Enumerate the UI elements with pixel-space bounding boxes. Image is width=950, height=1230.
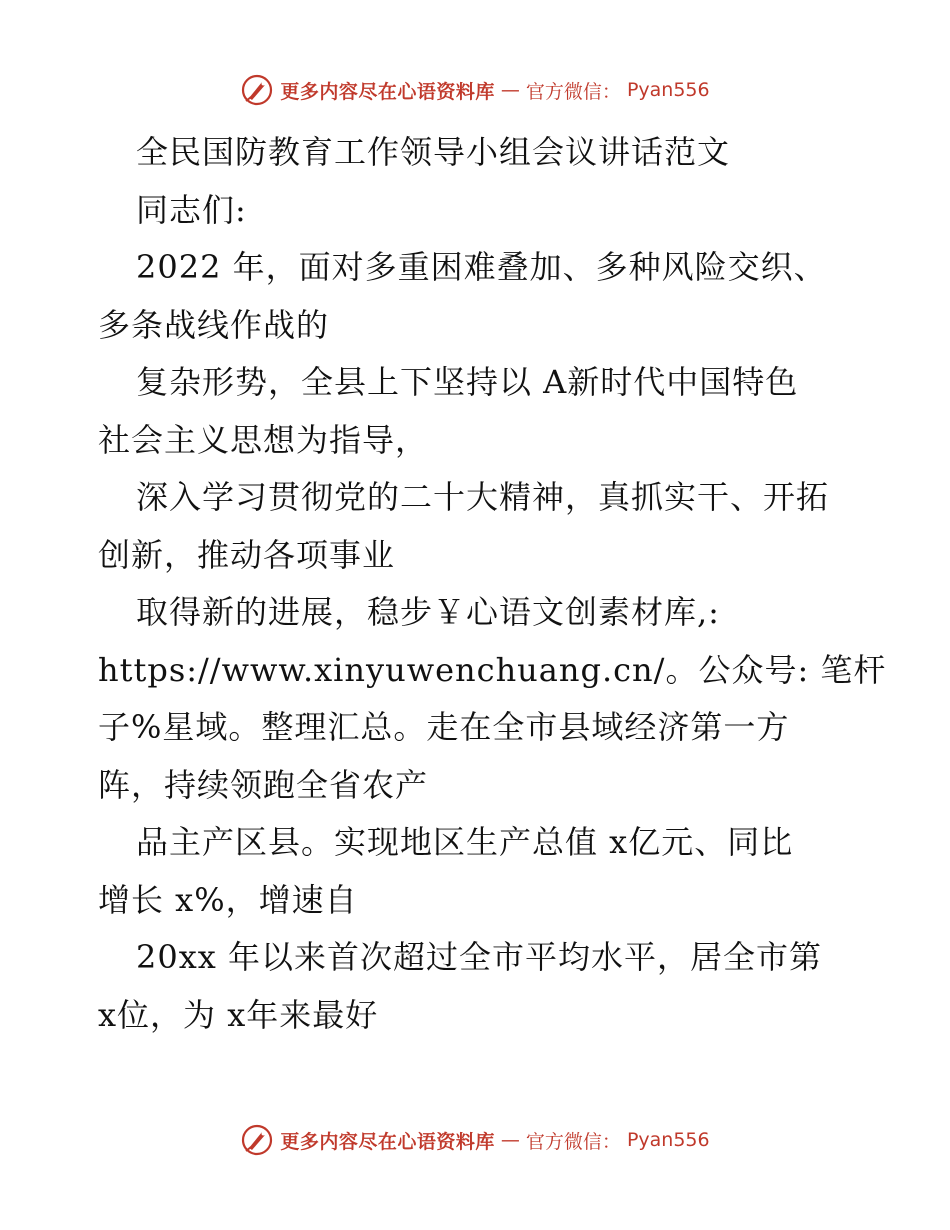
paragraph-line: x位，为 x年来最好	[98, 995, 379, 1034]
paragraph-line: 阵，持续领跑全省农产	[98, 765, 429, 804]
document-title: 全民国防教育工作领导小组会议讲话范文	[136, 133, 731, 171]
paragraph-line: 20xx 年以来首次超过全市平均水平，居全市第	[136, 938, 822, 976]
banner-title: 更多内容尽在心语资料库	[280, 1130, 495, 1153]
paragraph-line: 2022 年，面对多重困难叠加、多种风险交织、	[136, 248, 827, 286]
paragraph-line: 社会主义思想为指导，	[98, 420, 429, 459]
paragraph-line: 深入学习贯彻党的二十大精神，真抓实干、开拓	[136, 478, 830, 516]
banner-wechat-label: 官方微信：	[525, 1130, 621, 1153]
header-banner-inner	[240, 73, 709, 107]
document-body	[98, 124, 887, 1044]
quill-logo-icon	[240, 73, 274, 107]
footer-banner	[0, 1120, 950, 1160]
banner-dash: —	[500, 1129, 520, 1151]
salutation: 同志们:	[136, 190, 247, 229]
banner-title: 更多内容尽在心语资料库	[280, 80, 495, 103]
banner-dash: —	[500, 79, 520, 101]
footer-banner-inner	[240, 1123, 709, 1157]
banner-wechat-label: 官方微信：	[525, 80, 621, 103]
paragraph-line: 取得新的进展，稳步￥心语文创素材库,:	[136, 593, 720, 631]
paragraph-line: 多条战线作战的	[98, 305, 330, 344]
paragraph-line: 品主产区县。实现地区生产总值 x亿元、同比	[136, 823, 794, 861]
banner-wechat-id: Pyan556	[626, 79, 710, 101]
paragraph-line: 子%星域。整理汇总。走在全市县域经济第一方	[98, 708, 790, 746]
paragraph-line: 创新，推动各项事业	[98, 535, 396, 574]
quill-logo-icon	[240, 1123, 274, 1157]
paragraph-line: 复杂形势，全县上下坚持以 A新时代中国特色	[136, 363, 799, 401]
header-banner	[0, 70, 950, 110]
banner-wechat-id: Pyan556	[626, 1129, 710, 1151]
paragraph-line: 增长 x%，增速自	[98, 880, 358, 919]
paragraph-line-url: https://www.xinyuwenchuang.cn/。公众号: 笔杆	[98, 650, 887, 689]
